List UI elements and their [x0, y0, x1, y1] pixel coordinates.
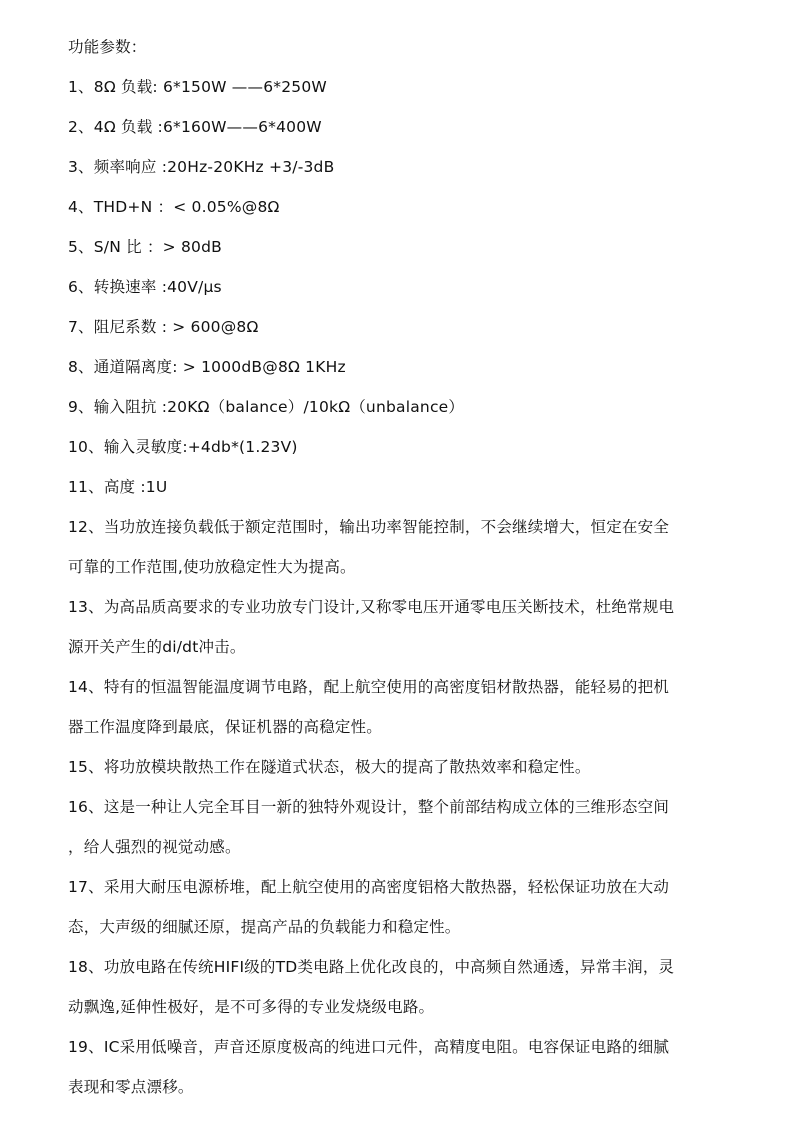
spec-line-12a: 12、当功放连接负载低于额定范围时，输出功率智能控制，不会继续增大，恒定在安全	[68, 518, 670, 536]
spec-line-13b: 源开关产生的di/dt冲击。	[68, 638, 246, 656]
spec-line-5: 5、S/N 比 ：> 80dB	[68, 238, 222, 256]
spec-line-9: 9、输入阻抗 :20KΩ（balance）/10kΩ（unbalance）	[68, 398, 465, 416]
spec-line-12b: 可靠的工作范围,使功放稳定性大为提高。	[68, 558, 356, 576]
spec-line-13a: 13、为高品质高要求的专业功放专门设计,又称零电压开通零电压关断技术，杜绝常规电	[68, 598, 675, 616]
spec-line-19b: 表现和零点漂移。	[68, 1078, 194, 1096]
spec-line-2: 2、4Ω 负载 :6*160W——6*400W	[68, 118, 322, 136]
spec-line-4: 4、THD+N ：< 0.05%@8Ω	[68, 198, 280, 216]
spec-line-7: 7、阻尼系数 : > 600@8Ω	[68, 318, 259, 336]
spec-line-19a: 19、IC采用低噪音，声音还原度极高的纯进口元件，高精度电阻。电容保证电路的细腻	[68, 1038, 670, 1056]
spec-line-3: 3、频率响应 :20Hz-20KHz +3/-3dB	[68, 158, 335, 176]
spec-line-8: 8、通道隔离度: > 1000dB@8Ω 1KHz	[68, 358, 346, 376]
spec-document	[68, 27, 738, 1107]
spec-line-6: 6、转换速率 :40V/μs	[68, 278, 222, 296]
spec-line-18a: 18、功放电路在传统HIFI级的TD类电路上优化改良的，中高频自然通透，异常丰润，灵	[68, 958, 675, 976]
spec-line-1: 1、8Ω 负载: 6*150W ——6*250W	[68, 78, 327, 96]
spec-line-14b: 器工作温度降到最底，保证机器的高稳定性。	[68, 718, 383, 736]
spec-line-16a: 16、这是一种让人完全耳目一新的独特外观设计，整个前部结构成立体的三维形态空间	[68, 798, 670, 816]
spec-line-15: 15、将功放模块散热工作在隧道式状态，极大的提高了散热效率和稳定性。	[68, 758, 591, 776]
section-heading: 功能参数：	[68, 38, 147, 56]
spec-line-11: 11、高度 :1U	[68, 478, 168, 496]
spec-line-17a: 17、采用大耐压电源桥堆，配上航空使用的高密度铝格大散热器，轻松保证功放在大动	[68, 878, 670, 896]
spec-line-16b: ，给人强烈的视觉动感。	[68, 838, 241, 856]
spec-line-14a: 14、特有的恒温智能温度调节电路，配上航空使用的高密度铝材散热器，能轻易的把机	[68, 678, 670, 696]
spec-line-18b: 动飘逸,延伸性极好，是不可多得的专业发烧级电路。	[68, 998, 435, 1016]
spec-line-10: 10、输入灵敏度:+4db*(1.23V)	[68, 438, 298, 456]
spec-line-17b: 态，大声级的细腻还原，提高产品的负载能力和稳定性。	[68, 918, 461, 936]
